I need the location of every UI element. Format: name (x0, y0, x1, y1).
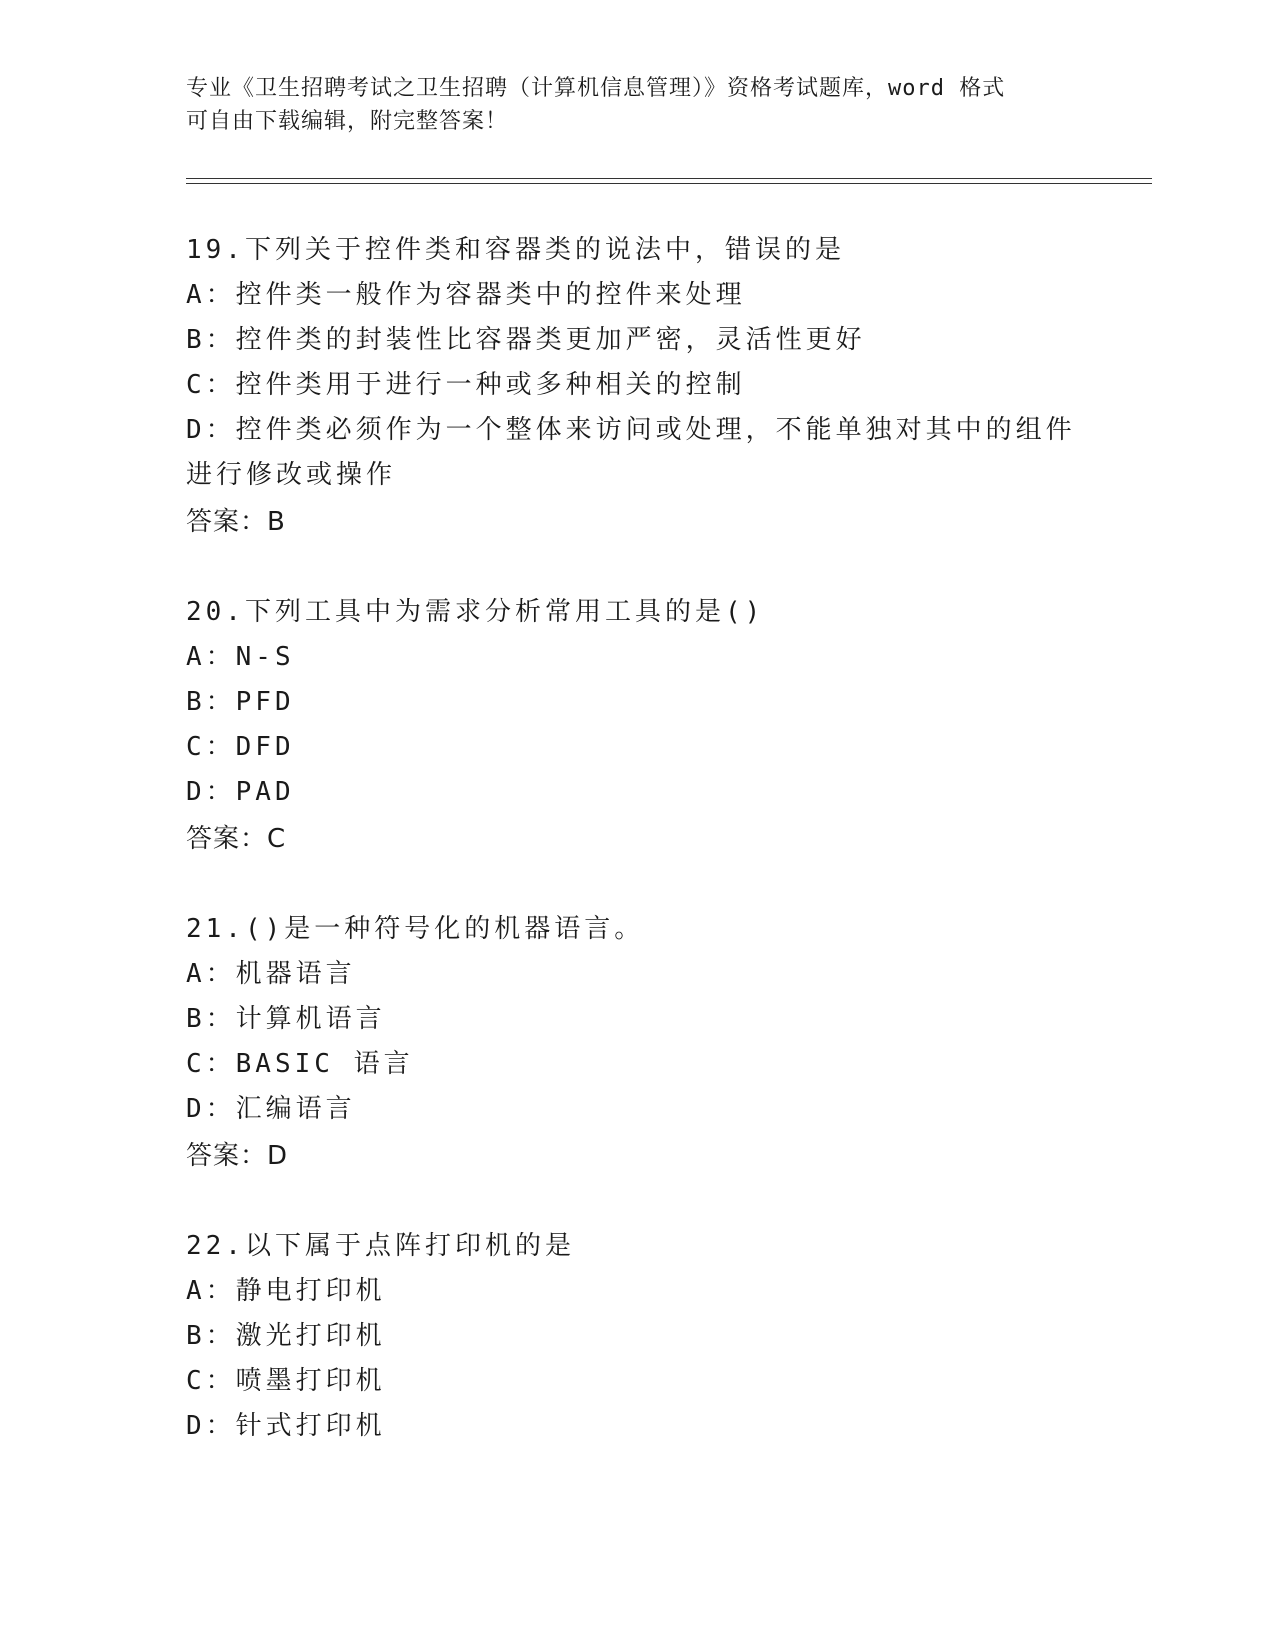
question-stem: 19.下列关于控件类和容器类的说法中，错误的是 (186, 235, 845, 265)
answer: 答案：C (186, 824, 287, 854)
answer: 答案：B (186, 507, 286, 537)
option-b: B：PFD (186, 687, 295, 717)
question-19 (186, 228, 1086, 545)
question-20 (186, 590, 1086, 862)
option-b: B：计算机语言 (186, 1004, 386, 1034)
option-a: A：控件类一般作为容器类中的控件来处理 (186, 280, 746, 310)
document-header (186, 72, 1066, 138)
option-a: A：N-S (186, 642, 295, 672)
option-d: D：控件类必须作为一个整体来访问或处理，不能单独对其中的组件进行修改或操作 (186, 415, 1076, 490)
option-a: A：机器语言 (186, 959, 356, 989)
answer: 答案：D (186, 1141, 289, 1171)
option-c: C：BASIC 语言 (186, 1049, 414, 1079)
option-d: D：针式打印机 (186, 1411, 386, 1441)
header-divider-top (186, 178, 1152, 179)
question-21 (186, 907, 1086, 1179)
question-stem: 22.以下属于点阵打印机的是 (186, 1231, 575, 1261)
question-22 (186, 1224, 1086, 1449)
question-stem: 21.()是一种符号化的机器语言。 (186, 914, 645, 944)
option-a: A：静电打印机 (186, 1276, 386, 1306)
option-c: C：控件类用于进行一种或多种相关的控制 (186, 370, 746, 400)
option-d: D：PAD (186, 777, 295, 807)
option-b: B：控件类的封装性比容器类更加严密，灵活性更好 (186, 325, 866, 355)
option-c: C：喷墨打印机 (186, 1366, 386, 1396)
option-b: B：激光打印机 (186, 1321, 386, 1351)
question-stem: 20.下列工具中为需求分析常用工具的是() (186, 597, 765, 627)
option-c: C：DFD (186, 732, 295, 762)
header-line-1: 专业《卫生招聘考试之卫生招聘（计算机信息管理）》资格考试题库，word 格式 (186, 76, 1006, 101)
header-divider-bottom (186, 183, 1152, 184)
option-d: D：汇编语言 (186, 1094, 356, 1124)
header-line-2: 可自由下载编辑，附完整答案！ (186, 109, 509, 134)
